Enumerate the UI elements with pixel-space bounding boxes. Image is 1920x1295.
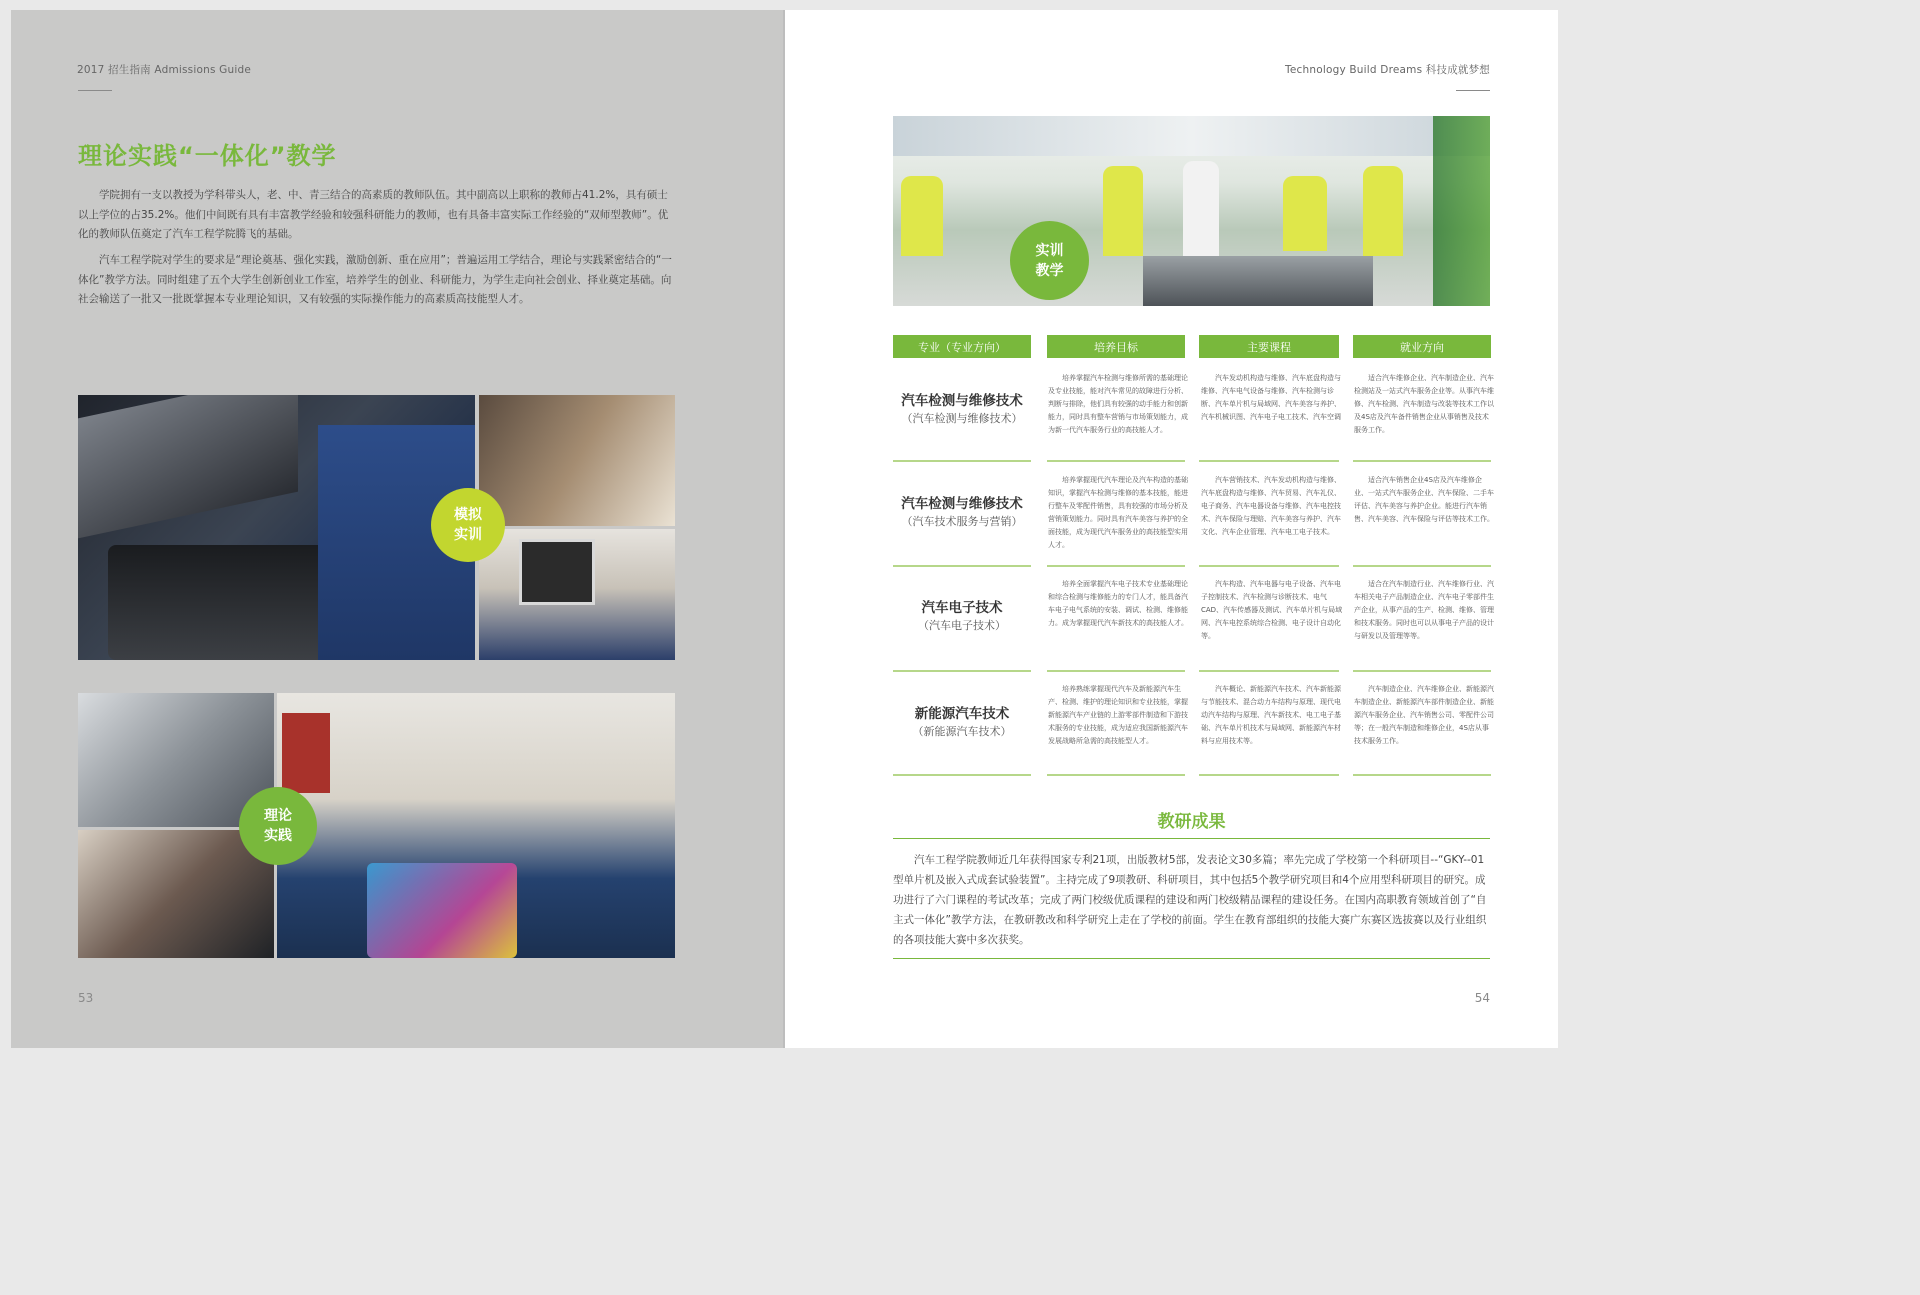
- engine-shape: [108, 545, 328, 660]
- training-board-shape: [519, 539, 595, 605]
- car-hood-shape: [78, 395, 298, 538]
- training-teaching-badge: 实训 教学: [1010, 221, 1089, 300]
- student-group-photo: [78, 830, 274, 958]
- major-direction: （汽车技术服务与营销）: [901, 515, 1023, 528]
- page-number: 54: [1474, 991, 1490, 1005]
- hall-ceiling-shape: [893, 116, 1490, 156]
- row-divider: [1353, 774, 1491, 776]
- row-divider: [893, 460, 1031, 462]
- employment-cell: 适合汽车维修企业、汽车制造企业、汽车检测站及一站式汽车服务企业等。从事汽车维修、汽车检测、汽车制造与改装等技术工作以及4S店及汽车备件销售企业从事销售及技术服务工作。: [1354, 374, 1494, 434]
- page-number: 53: [78, 991, 94, 1005]
- goal-cell: 培养全面掌握汽车电子技术专业基础理论和综合检测与维修能力的专门人才，能具备汽车电子电气系统的安装、调试、检测、维修能力。成为掌握现代汽车新技术的高技能人才。: [1048, 580, 1188, 627]
- major-name: 汽车检测与维修技术: [901, 393, 1023, 409]
- major-name: 汽车电子技术: [921, 600, 1003, 616]
- courses-cell: 汽车发动机构造与维修、汽车底盘构造与维修、汽车电气设备与维修、汽车检测与诊断、汽车单片机与局域网、汽车美容与养护、汽车机械识图、汽车电子电工技术、汽车空调: [1201, 374, 1341, 421]
- column-header-goal: 培养目标: [1047, 335, 1185, 358]
- employment-cell: 汽车制造企业、汽车维修企业、新能源汽车制造企业、新能源汽车部件制造企业、新能源汽车服务企业、汽车销售公司、零配件公司等；在一般汽车制造和维修企业，4S店从事技术服务工作。: [1354, 685, 1494, 745]
- courses-cell: 汽车营销技术、汽车发动机构造与维修、汽车底盘构造与维修、汽车贸易、汽车礼仪、电子商务、汽车电器设备与维修、汽车电控技术、汽车保险与理赔、汽车美容与养护、汽车文化、汽车企业管理、汽车电工电子技术。: [1201, 476, 1341, 536]
- row-divider: [893, 774, 1031, 776]
- workbench-shape: [1143, 256, 1373, 306]
- row-divider: [1199, 460, 1339, 462]
- major-name: 新能源汽车技术: [914, 706, 1010, 722]
- running-head: 2017 招生指南 Admissions Guide: [77, 64, 251, 76]
- employment-cell: 适合汽车销售企业4S店及汽车维修企业、一站式汽车服务企业、汽车保险、二手车评估、汽车美容与养护企业。能进行汽车销售、汽车美容、汽车保险与评估等技术工作。: [1354, 476, 1494, 523]
- theory-practice-badge: 理论 实践: [239, 787, 317, 865]
- header-rule: [78, 90, 112, 91]
- row-divider: [1199, 774, 1339, 776]
- row-divider: [1199, 565, 1339, 567]
- goal-cell: 培养掌握汽车检测与维修所需的基础理论及专业技能，能对汽车常见的故障进行分析、判断与排除，他们具有较强的动手能力和创新能力，同时具有整车营销与市场策划能力，成为新一代汽车服务行业的高技能人才。: [1048, 374, 1188, 434]
- method-paragraph: 汽车工程学院对学生的要求是“理论奠基、强化实践，激励创新、重在应用”；普遍运用工学结合，理论与实践紧密结合的“一体化”教学方法。同时组建了五个大学生创新创业工作室，培养学生的创业、科研能力，为学生走向社会创业、择业奠定基础。向社会输送了一批又一批既掌握本专业理论知识，又有较强的实际操作能力的高素质高技能型人才。: [78, 254, 672, 305]
- research-bottom-rule: [893, 958, 1490, 959]
- row-divider: [1353, 565, 1491, 567]
- table-row-major: [892, 599, 1032, 635]
- header-rule: [1456, 90, 1490, 91]
- plant-shape: [1433, 116, 1490, 306]
- research-title: 教研成果: [1157, 812, 1226, 832]
- row-divider: [1047, 460, 1185, 462]
- goal-cell: 培养熟练掌握现代汽车及新能源汽车生产、检测、维护的理论知识和专业技能，掌握新能源汽车产业链的上游零部件制造和下游技术服务的专业技能，成为适应我国新能源汽车发展战略所急需的高技能型人才。: [1048, 685, 1188, 745]
- left-page: [11, 10, 783, 1048]
- simulation-badge: 模拟 实训: [431, 488, 505, 562]
- right-page: [785, 10, 1558, 1048]
- courses-cell: 汽车概论、新能源汽车技术、汽车新能源与节能技术、混合动力车结构与原理、现代电动汽车结构与原理、汽车新技术、电工电子基础、汽车单片机技术与局域网、新能源汽车材料与应用技术等。: [1201, 685, 1341, 745]
- research-paragraph: 汽车工程学院教师近几年获得国家专利21项，出版教材5部，发表论文30多篇；率先完成了学校第一个科研项目--“GKY--01型单片机及嵌入式成套试验装置”。主持完成了9项教研、科研项目，其中包括5个教学研究项目和4个应用型科研项目的研究。成功进行了六门课程的考试改革；完成了两门校级优质课程的建设和两门校级精品课程的建设任务。在国内高职教育领域首创了“自主式一体化”教学方法，在教研教改和科学研究上走在了学校的前面。学生在教育部组织的技能大赛广东赛区选拔赛以及行业组织的各项技能大赛中多次获奖。: [893, 854, 1487, 946]
- row-divider: [1047, 670, 1185, 672]
- column-header-courses: 主要课程: [1199, 335, 1339, 358]
- banner-shape: [282, 713, 330, 793]
- row-divider: [893, 670, 1031, 672]
- theory-practice-photo: [277, 693, 675, 958]
- major-direction: （汽车检测与维修技术）: [901, 412, 1023, 425]
- intro-paragraph: 学院拥有一支以教授为学科带头人，老、中、青三结合的高素质的教师队伍。其中副高以上职称的教师占41.2%，具有硕士以上学位的占35.2%。他们中间既有具有丰富教学经验和较强科研能力的教师，也有具备丰富实际工作经验的“双师型教师”。优化的教师队伍奠定了汽车工程学院腾飞的基础。: [78, 189, 669, 240]
- row-divider: [1047, 565, 1185, 567]
- table-row-major: [892, 705, 1032, 741]
- student-figure: [1103, 166, 1143, 256]
- row-divider: [1199, 670, 1339, 672]
- employment-cell: 适合在汽车制造行业、汽车维修行业、汽车相关电子产品制造企业、汽车电子零部件生产企业，从事产品的生产、检测、维修、管理和技术服务。同时也可以从事电子产品的设计与研发以及管理等等。: [1354, 580, 1494, 640]
- table-row-major: [892, 392, 1032, 428]
- engine-inspection-photo: [78, 395, 475, 660]
- row-divider: [1353, 670, 1491, 672]
- transparent-engine-model: [367, 863, 517, 958]
- major-direction: （新能源汽车技术）: [912, 725, 1012, 738]
- student-figure: [1283, 176, 1327, 251]
- major-name: 汽车检测与维修技术: [901, 496, 1023, 512]
- student-figure: [1363, 166, 1403, 256]
- major-direction: （汽车电子技术）: [918, 619, 1006, 632]
- table-row-major: [892, 495, 1032, 531]
- research-top-rule: [893, 838, 1490, 839]
- instructor-demo-photo: [479, 395, 675, 526]
- page-title: 理论实践“一体化”教学: [78, 142, 337, 170]
- training-hall-photo: [893, 116, 1490, 306]
- running-head: Technology Build Dreams 科技成就梦想: [1285, 64, 1490, 76]
- training-board-photo: [479, 529, 675, 660]
- goal-cell: 培养掌握现代汽车理论及汽车构造的基础知识，掌握汽车检测与维修的基本技能，能进行整车及零配件销售，具有较强的市场分析及营销策划能力。同时具有汽车美容与养护的全面技能，成为现代汽车服务业的高技能型实用人才。: [1048, 476, 1188, 549]
- row-divider: [893, 565, 1031, 567]
- row-divider: [1353, 460, 1491, 462]
- column-header-major: 专业（专业方向）: [893, 335, 1031, 358]
- column-header-employment: 就业方向: [1353, 335, 1491, 358]
- student-figure: [901, 176, 943, 256]
- row-divider: [1047, 774, 1185, 776]
- courses-cell: 汽车构造、汽车电器与电子设备、汽车电子控制技术、汽车检测与诊断技术、电气CAD、汽车传感器及测试、汽车单片机与局域网、汽车电控系统综合检测、电子设计自动化等。: [1201, 580, 1343, 640]
- instructor-figure: [1183, 161, 1219, 256]
